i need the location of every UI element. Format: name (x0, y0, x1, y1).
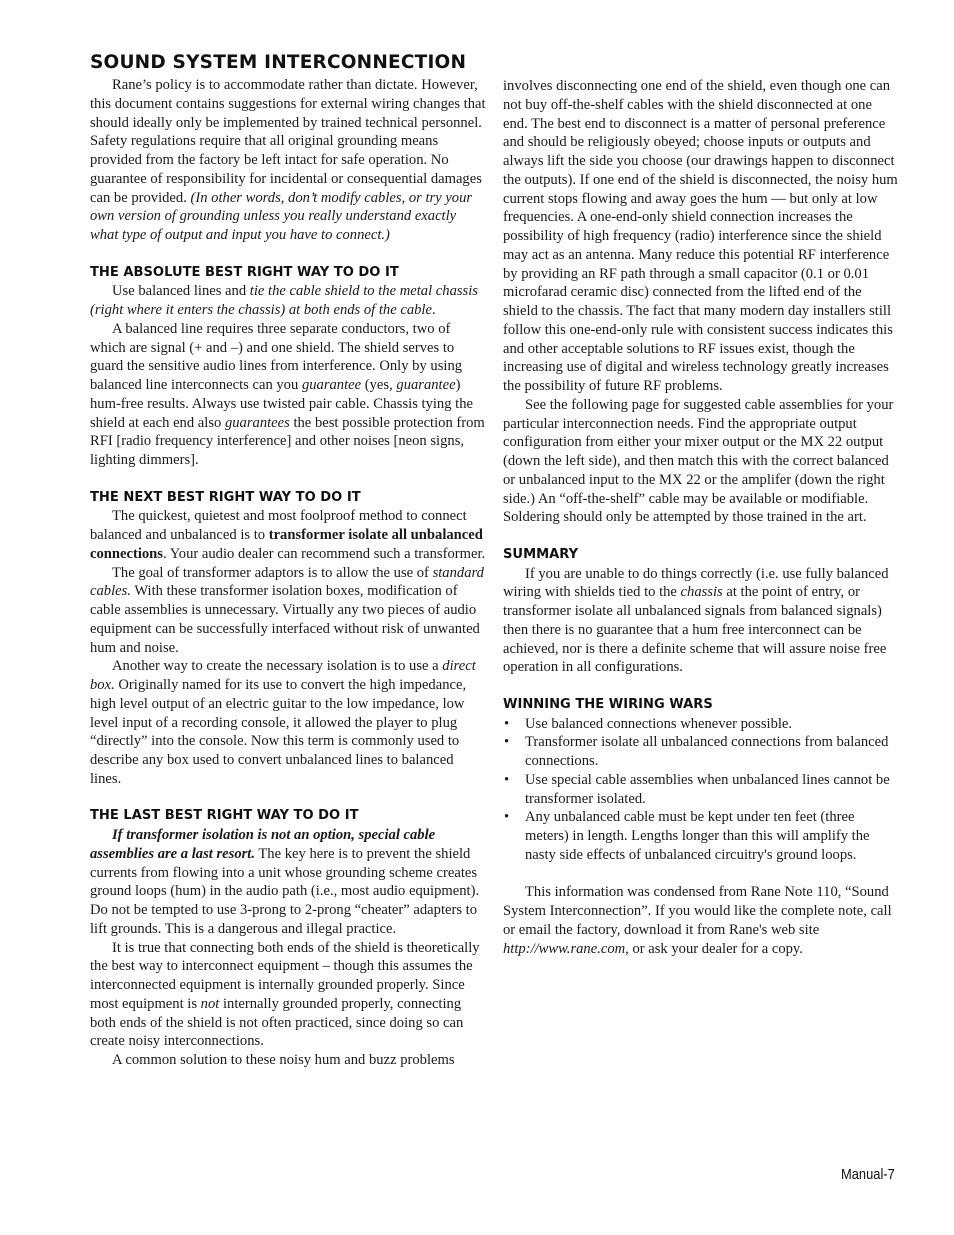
text-run: at the point of entry, or transformer isolate all unbalanced signals from balanced signals) then there is no guarantee that a hum free interconnect can be achieved, nor is there a definite scheme that will assure noise free operation in all configurations. (503, 584, 887, 676)
footer-note (503, 883, 899, 958)
website-link[interactable]: http://www.rane.com (503, 940, 626, 957)
text-run: Another way to create the necessary isolation is to use a (112, 658, 443, 675)
text-run: Use balanced lines and (112, 283, 250, 300)
list-item-text: Any unbalanced cable must be kept under ten feet (three meters) in length. Lengths longer than this will amplify the nasty side effects of unbalanced circuitry's ground loops. (525, 809, 870, 863)
intro-paragraph (90, 76, 486, 245)
text-run: . Your audio dealer can recommend such a transformer. (162, 545, 486, 562)
text-run: If you are unable to do things correctly (i.e. use fully balanced wiring with shields tied to the (503, 565, 889, 601)
absolute-best-paragraph-2 (90, 320, 486, 470)
intro-italic-note: (In other words, don’t modify cables, or try your own version of grounding unless you really understand exactly what type of output and input you have to connect.) (90, 189, 473, 243)
text-run: Originally named for its use to convert the high impedance, high level output of an electric guitar to the low impedance, low level input of a recording console, it allowed the player to plug “directly” into the console. Now this term is commonly used to describe any box used to convert unbalanced lines to balanced lines. (90, 677, 467, 787)
bold-italic-run: If transformer isolation is not an option, special cable assemblies are a last resort. (90, 827, 436, 862)
bullet-icon: • (504, 715, 510, 732)
bullet-icon: • (504, 734, 510, 751)
last-best-paragraph-1 (90, 826, 486, 939)
intro-text: Rane’s policy is to accommodate rather than dictate. However, this document contains suggestions for external wiring changes that should ideally only be implemented by trained technical personnel. Safety regulations require that all original grounding means provided from the factory be left intact for safe operation. No guarantee of responsibility for incidental or consequential damages can be provided. (90, 77, 486, 206)
right-column (503, 77, 899, 958)
winning-list (503, 715, 899, 865)
emphasis-run: guarantee (396, 377, 456, 393)
text-run: (yes, (361, 377, 397, 393)
next-best-paragraph-1 (90, 507, 486, 563)
text-run: A balanced line requires three separate conductors, two of which are signal (+ and –) and one shield. The shield serves to guard the sensitive audio lines from interference. Only by using balanced line interconnects can you (90, 320, 463, 393)
page-number: Manual-7 (841, 1166, 895, 1183)
heading-absolute-best: THE ABSOLUTE BEST RIGHT WAY TO DO IT (90, 264, 399, 280)
list-item (503, 715, 899, 734)
text-run: The goal of transformer adaptors is to allow the use of (112, 564, 433, 581)
page-title: SOUND SYSTEM INTERCONNECTION (90, 52, 467, 73)
left-column (90, 76, 486, 1070)
summary-paragraph (503, 565, 899, 678)
text-run: , or ask your dealer for a copy. (625, 940, 803, 957)
list-item-text: Transformer isolate all unbalanced connections from balanced connections. (525, 734, 889, 769)
text-run: internally grounded properly, connecting both ends of the shield is not often practiced, since doing so can create noisy interconnections. (90, 995, 464, 1050)
emphasis-run: not (200, 995, 220, 1012)
heading-next-best: THE NEXT BEST RIGHT WAY TO DO IT (90, 489, 361, 505)
text-run: . (431, 302, 436, 318)
list-item-text: Use special cable assemblies when unbalanced lines cannot be transformer isolated. (525, 771, 890, 807)
list-item (503, 808, 899, 864)
list-item (503, 771, 899, 809)
heading-winning: WINNING THE WIRING WARS (503, 696, 713, 712)
bold-run: transformer isolate all unbalanced connections (90, 527, 483, 562)
last-best-paragraph-2 (90, 939, 486, 1052)
text-run: With these transformer isolation boxes, modification of cable assemblies is unnecessary. Virtually any two pieces of audio equipment can be successfully interfaced without risk of unwanted hum and noise. (90, 583, 480, 656)
last-best-paragraph-3-continued: involves disconnecting one end of the shield, even though one can not buy off-the-shelf cables with the shield disconnected at one end. The best end to disconnect is a matter of personal preference and should be religiously obeyed; choose inputs or outputs and always lift the side you choose (our drawings happen to disconnect the outputs). If one end of the shield is disconnected, the noisy hum current stops flowing and away goes the hum — but only at low frequencies. A one-end-only shield connection increases the possibility of high frequency (radio) interference since the shield may act as an antenna. Many reduce this potential RF interference by providing an RF path through a small capacitor (0.1 or 0.01 microfarad ceramic disc) connected from the lifted end of the shield to the chassis. The fact that many modern day installers still follow this one-end-only rule with consistent success indicates this and other acceptable solutions to RF issues exist, though the increasing use of digital and wireless technology greatly increases the possibility of future RF problems. (503, 78, 898, 394)
text-run: This information was condensed from Rane Note 110, “Sound System Interconnection”. If you would like the complete note, call or email the factory, download it from Rane's web site (503, 884, 892, 938)
list-item-text: Use balanced connections whenever possible. (525, 715, 793, 732)
text-run: the best possible protection from RFI [radio frequency interference] and other noises [neon signs, lighting dimmers]. (90, 414, 485, 468)
emphasis-run: tie the cable shield to the metal chassis (right where it enters the chassis) at both ends of the cable (90, 283, 478, 318)
absolute-best-paragraph-1 (90, 282, 486, 320)
list-item (503, 733, 899, 771)
bullet-icon: • (504, 809, 510, 826)
text-run: The key here is to prevent the shield currents from flowing into a unit whose grounding scheme creates ground loops (hum) in the audio path (i.e., most audio equipment). Do not be tempted to use 3-prong to 2-prong “cheater” adapters to lift grounds. This is a dangerous and illegal practice. (90, 845, 480, 937)
text-run: ) hum-free results. Always use twisted pair cable. Chassis tying the shield at each end also (90, 377, 474, 431)
emphasis-run: guarantees (224, 414, 290, 431)
text-run: It is true that connecting both ends of the shield is theoretically the best way to interconnect equipment – though this assumes the interconnected equipment is internally grounded properly. Since most equipment is (90, 939, 480, 1012)
emphasis-run: standard cables. (90, 564, 484, 600)
text-run: The quickest, quietest and most foolproof method to connect balanced and unbalanced is to (90, 508, 467, 543)
emphasis-run: direct box. (90, 658, 476, 693)
emphasis-run: chassis (680, 584, 723, 601)
heading-summary: SUMMARY (503, 546, 579, 562)
heading-last-best: THE LAST BEST RIGHT WAY TO DO IT (90, 808, 359, 824)
bullet-icon: • (504, 771, 510, 788)
next-best-paragraph-3 (90, 657, 486, 788)
next-best-paragraph-2 (90, 564, 486, 658)
emphasis-run: guarantee (301, 377, 362, 393)
last-best-paragraph-3-start: A common solution to these noisy hum and buzz problems (112, 1052, 455, 1068)
last-best-paragraph-4: See the following page for suggested cable assemblies for your particular interconnection needs. Find the appropriate output configuration from either your mixer output or the MX 22 output (down the left side), and then match this with the correct balanced or unbalanced input to the MX 22 or the amplifer (down the right side.) An “off-the-shelf” cable may be available or modifiable. Soldering should only be attempted by those trained in the art. (503, 396, 894, 526)
